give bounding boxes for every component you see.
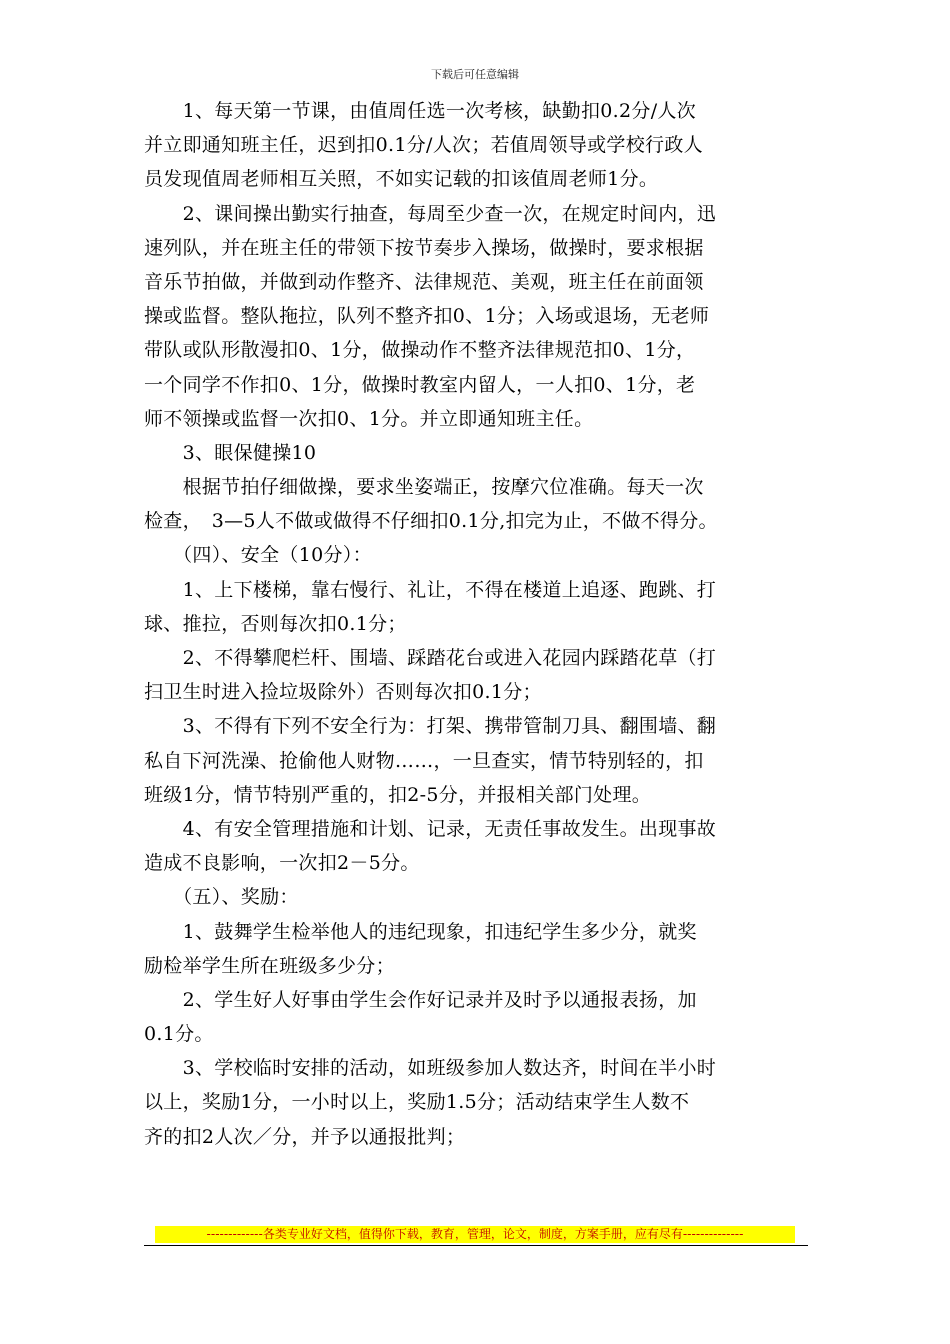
text-line: （四）、安全（10分）： xyxy=(144,544,372,567)
text-line: 3、不得有下列不安全行为：打架、携带管制刀具、翻围墙、翻 xyxy=(144,715,717,738)
text-line: （五）、奖励： xyxy=(144,886,299,909)
page-header: 下载后可任意编辑 xyxy=(431,68,519,81)
footer-banner: -------------各类专业好文档，值得你下载，教育，管理，论文，制度，方案手册，应有尽有-------------- xyxy=(155,1226,795,1243)
text-line: 1、鼓舞学生检举他人的违纪现象，扣违纪学生多少分，就奖 xyxy=(144,920,697,943)
text-line: 私自下河洗澡、抢偷他人财物……，一旦查实，情节特别轻的，扣 xyxy=(144,749,704,772)
text-line: 班级1分，情节特别严重的，扣2-5分，并报相关部门处理。 xyxy=(144,783,652,806)
footer-divider xyxy=(144,1245,808,1246)
text-line: 一个同学不作扣0、1分，做操时教室内留人，一人扣0、1分，老 xyxy=(144,373,696,396)
text-line: 1、每天第一节课，由值周任选一次考核，缺勤扣0.2分/人次 xyxy=(144,100,697,122)
text-line: 根据节拍仔细做操，要求坐姿端正，按摩穴位准确。每天一次 xyxy=(144,476,704,499)
text-line: 球、推拉，否则每次扣0.1分； xyxy=(144,612,407,635)
text-line: 励检举学生所在班级多少分； xyxy=(144,954,395,977)
text-line: 带队或队形散漫扣0、1分，做操动作不整齐法律规范扣0、1分， xyxy=(144,339,696,362)
text-line: 3、学校临时安排的活动，如班级参加人数达齐，时间在半小时 xyxy=(144,1057,717,1080)
text-line: 2、课间操出勤实行抽查，每周至少查一次，在规定时间内，迅 xyxy=(144,202,717,225)
text-line: 师不领操或监督一次扣0、1分。并立即通知班主任。 xyxy=(144,407,594,430)
document-body xyxy=(144,94,808,1154)
text-line: 并立即通知班主任，迟到扣0.1分/人次；若值周领导或学校行政人 xyxy=(144,134,703,157)
text-line: 操或监督。整队拖拉，队列不整齐扣0、1分；入场或退场，无老师 xyxy=(144,305,710,328)
text-line: 齐的扣2人次／分，并予以通报批判； xyxy=(144,1125,466,1148)
text-line: 音乐节拍做，并做到动作整齐、法律规范、美观，班主任在前面领 xyxy=(144,270,704,293)
text-line: 2、不得攀爬栏杆、围墙、踩踏花台或进入花园内踩踏花草（打 xyxy=(144,647,717,669)
text-line: 速列队，并在班主任的带领下按节奏步入操场，做操时，要求根据 xyxy=(144,236,704,259)
text-line: 1、上下楼梯，靠右慢行、礼让，不得在楼道上追逐、跑跳、打 xyxy=(144,578,717,601)
text-line: 3、眼保健操10 xyxy=(144,441,317,464)
text-line: 造成不良影响，一次扣2－5分。 xyxy=(144,852,420,875)
text-line: 0.1分。 xyxy=(144,1023,214,1046)
text-line: 以上，奖励1分，一小时以上，奖励1.5分；活动结束学生人数不 xyxy=(144,1091,690,1114)
text-line: 检查， 3—5人不做或做得不仔细扣0.1分,扣完为止，不做不得分。 xyxy=(144,510,718,533)
text-line: 员发现值周老师相互关照，不如实记载的扣该值周老师1分。 xyxy=(144,168,659,191)
text-line: 2、学生好人好事由学生会作好记录并及时予以通报表扬，加 xyxy=(144,988,697,1011)
text-line: 4、有安全管理措施和计划、记录，无责任事故发生。出现事故 xyxy=(144,817,717,840)
text-line: 扫卫生时进入捡垃圾除外）否则每次扣0.1分； xyxy=(144,681,542,704)
